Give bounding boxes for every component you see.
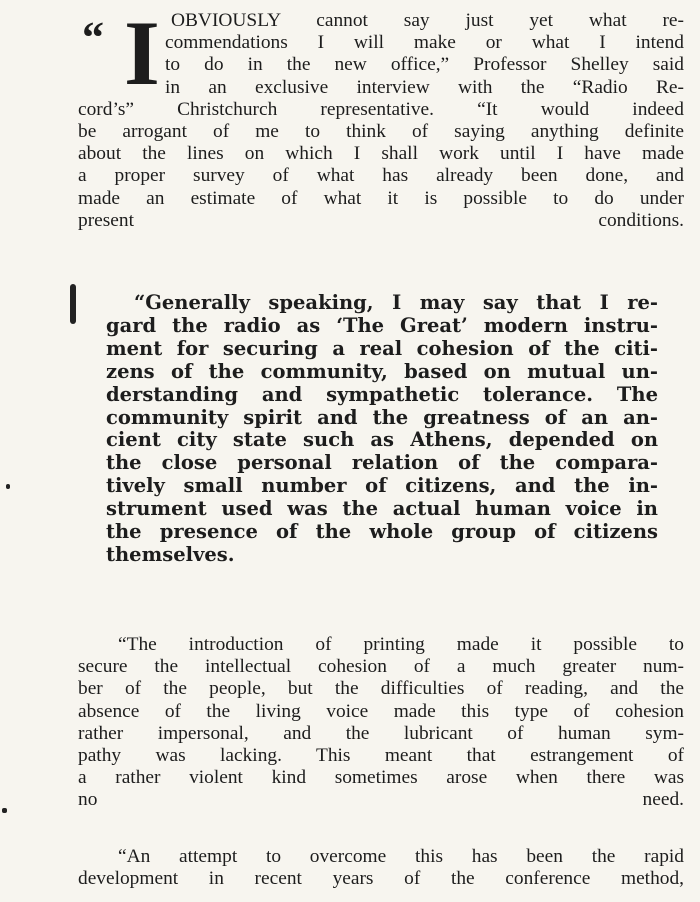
text-line: ber of the people, but the difficulties of reading, and the <box>78 678 684 700</box>
text-line: “Generally speaking, I may say that I re- <box>134 291 658 314</box>
text-line: be arrogant of me to think of saying anything definite <box>78 121 684 143</box>
text-line: themselves. <box>106 542 235 566</box>
text-line: no need. <box>78 789 684 811</box>
text-line: a rather violent kind sometimes arose when there was <box>78 767 684 789</box>
print-mark <box>70 284 76 324</box>
paragraph-printing <box>78 634 684 812</box>
paragraph-bold-quote <box>106 292 658 567</box>
print-mark <box>2 808 7 813</box>
paragraph-intro <box>78 2 684 232</box>
text-line: derstanding and sympathetic tolerance. The <box>106 382 658 406</box>
text-line: to do in the new office,” Professor Shelley said <box>165 54 684 76</box>
text-line: community spirit and the greatness of an an- <box>106 405 658 429</box>
text-line: pathy was lacking. This meant that estrangement of <box>78 745 684 767</box>
text-line: strument used was the actual human voice in <box>106 497 658 521</box>
text-line: zens of the community, based on mutual un- <box>106 359 658 383</box>
drop-cap-letter: I <box>124 2 160 104</box>
paragraph-conference <box>78 846 684 890</box>
text-line: “An attempt to overcome this has been the rapid <box>118 846 684 867</box>
text-line: present conditions. <box>78 209 684 231</box>
text-line: development in recent years of the conference method, <box>78 868 684 890</box>
text-line: in an exclusive interview with the “Radio Re- <box>165 76 684 98</box>
text-line: cord’s” Christchurch representative. “It would indeed <box>78 98 684 120</box>
text-line: absence of the living voice made this type of cohesion <box>78 700 684 722</box>
text-line: about the lines on which I shall work until I have made <box>78 143 684 165</box>
text-line: the presence of the whole group of citizens <box>106 520 658 544</box>
text-line: tively small number of citizens, and the in- <box>106 474 658 498</box>
opening-quote-mark: “ <box>82 13 101 62</box>
text-line: rather impersonal, and the lubricant of human sym- <box>78 722 684 744</box>
text-line: the close personal relation of the compara- <box>106 451 658 475</box>
text-line: gard the radio as ‘The Great’ modern instru- <box>106 313 658 337</box>
text-line: secure the intellectual cohesion of a much greater num- <box>78 656 684 678</box>
text-line: commendations I will make or what I intend <box>165 32 684 54</box>
print-mark <box>6 484 10 489</box>
text-line: cient city state such as Athens, depended on <box>106 428 658 452</box>
text-line: ment for securing a real cohesion of the citi- <box>106 336 658 360</box>
text-line: made an estimate of what it is possible to do under <box>78 187 684 209</box>
text-line: a proper survey of what has already been done, and <box>78 165 684 187</box>
text-line: OBVIOUSLY cannot say just yet what re- <box>171 10 684 31</box>
text-line: “The introduction of printing made it possible to <box>118 634 684 655</box>
